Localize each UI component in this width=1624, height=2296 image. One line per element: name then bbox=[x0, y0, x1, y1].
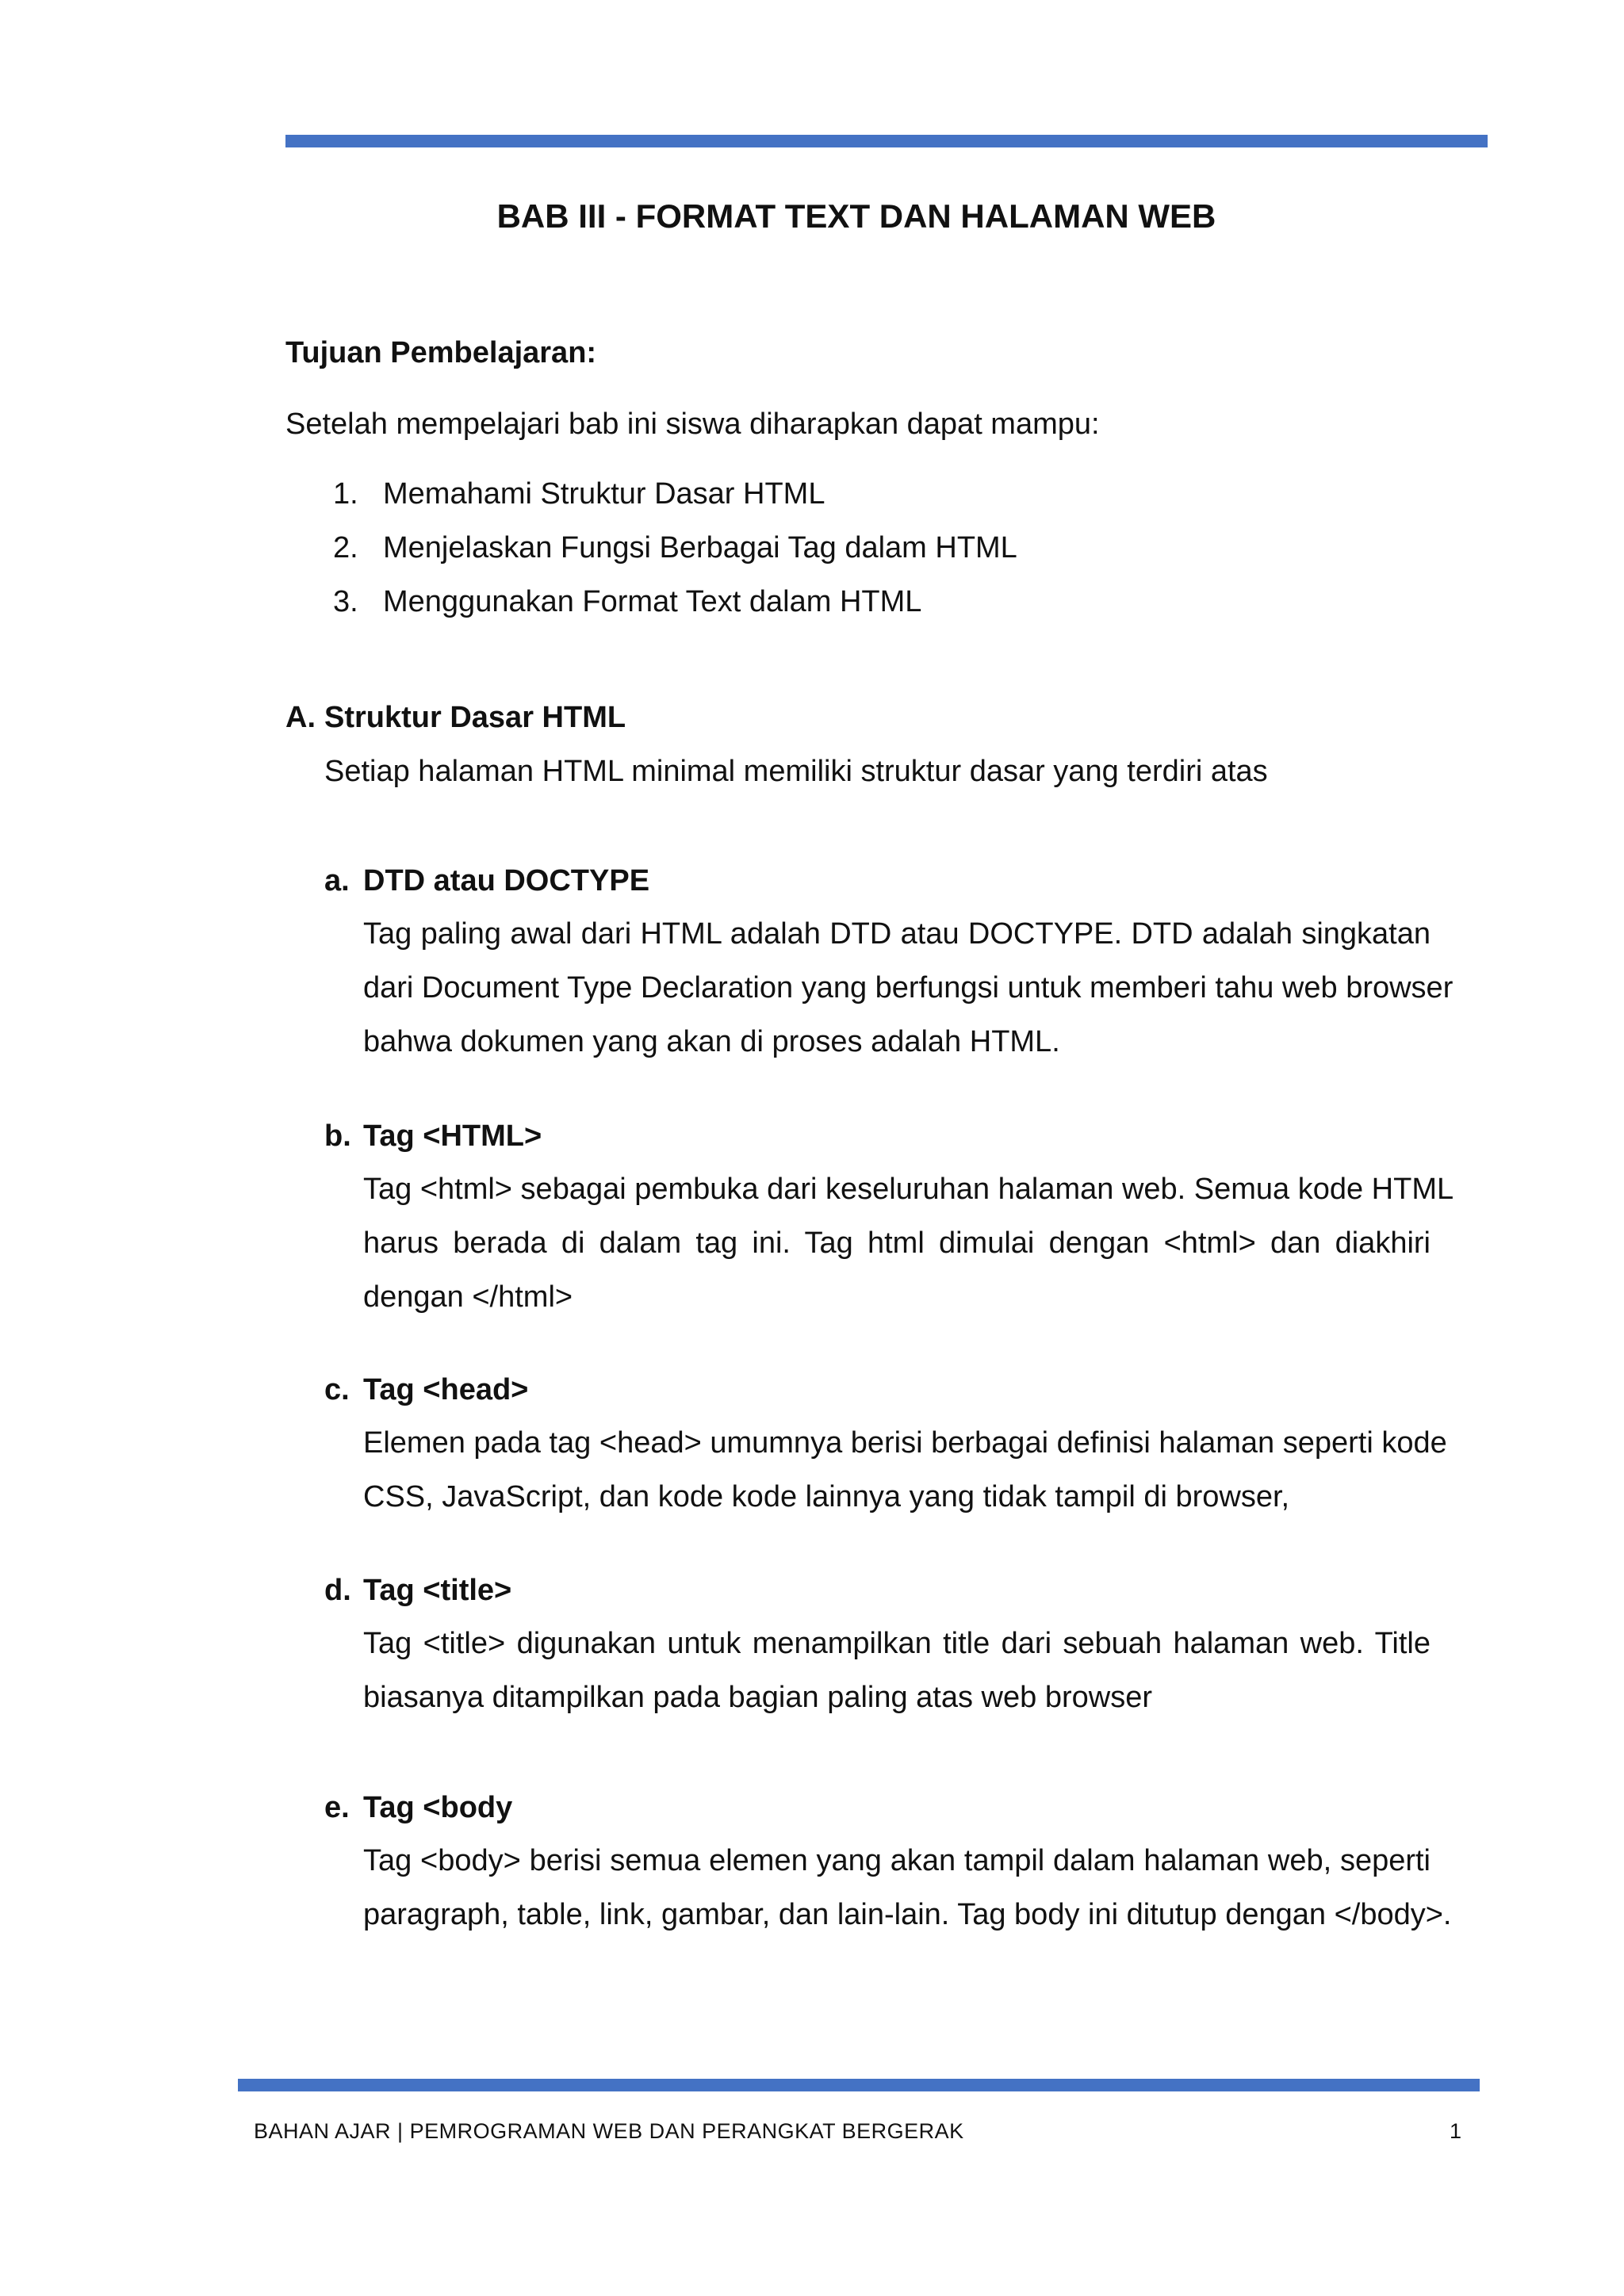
subsection-letter: d. bbox=[324, 1574, 351, 1607]
body-line: paragraph, table, link, gambar, dan lain-lain. Tag body ini ditutup dengan </body>. bbox=[363, 1898, 1452, 1931]
body-line: dari Document Type Declaration yang berfungsi untuk memberi tahu web browser bbox=[363, 971, 1454, 1004]
subsection-letter: e. bbox=[324, 1791, 350, 1824]
page-title: BAB III - FORMAT TEXT DAN HALAMAN WEB bbox=[496, 197, 1216, 235]
body-line: bahwa dokumen yang akan di proses adalah HTML. bbox=[363, 1025, 1060, 1058]
subsection-body bbox=[363, 1416, 1447, 1524]
objectives-intro: Setelah mempelajari bab ini siswa diharapkan dapat mampu: bbox=[285, 408, 1100, 441]
body-line: Tag <html> sebagai pembuka dari keseluruhan halaman web. Semua kode HTML bbox=[363, 1173, 1454, 1206]
page-number: 1 bbox=[1450, 2119, 1462, 2143]
subsection-heading: Tag <head> bbox=[363, 1373, 529, 1406]
subsection-body bbox=[363, 1162, 1454, 1324]
subsection-body bbox=[363, 907, 1454, 1069]
section-heading: Struktur Dasar HTML bbox=[324, 701, 626, 734]
subsection-body bbox=[363, 1834, 1452, 1942]
subsection-heading: Tag <body bbox=[363, 1791, 513, 1824]
subsection-letter: c. bbox=[324, 1373, 350, 1406]
objective-item: Menjelaskan Fungsi Berbagai Tag dalam HTML bbox=[383, 531, 1017, 564]
body-line: biasanya ditampilkan pada bagian paling atas web browser bbox=[363, 1681, 1152, 1714]
footer-text: BAHAN AJAR | PEMROGRAMAN WEB DAN PERANGKAT BERGERAK bbox=[254, 2119, 964, 2143]
subsection-letter: a. bbox=[324, 864, 350, 897]
section-letter: A. bbox=[285, 701, 316, 734]
subsection-heading: Tag <HTML> bbox=[363, 1119, 542, 1153]
subsection-body bbox=[363, 1617, 1431, 1724]
body-line: Tag <body> berisi semua elemen yang akan tampil dalam halaman web, seperti bbox=[363, 1844, 1431, 1877]
section-intro: Setiap halaman HTML minimal memiliki struktur dasar yang terdiri atas bbox=[324, 755, 1268, 788]
body-line: dengan </html> bbox=[363, 1280, 573, 1314]
header-rule bbox=[285, 135, 1488, 147]
objective-number: 2. bbox=[333, 531, 358, 564]
body-line: harus berada di dalam tag ini. Tag html dimulai dengan <html> dan diakhiri bbox=[363, 1226, 1431, 1260]
subsection-letter: b. bbox=[324, 1119, 351, 1153]
objectives-heading: Tujuan Pembelajaran: bbox=[285, 336, 597, 369]
body-line: Tag paling awal dari HTML adalah DTD atau DOCTYPE. DTD adalah singkatan bbox=[363, 917, 1431, 951]
objective-item: Memahami Struktur Dasar HTML bbox=[383, 477, 825, 511]
body-line: Tag <title> digunakan untuk menampilkan title dari sebuah halaman web. Title bbox=[363, 1627, 1431, 1660]
footer-rule bbox=[238, 2079, 1480, 2091]
objective-number: 3. bbox=[333, 585, 358, 618]
objective-item: Menggunakan Format Text dalam HTML bbox=[383, 585, 922, 618]
subsection-heading: Tag <title> bbox=[363, 1574, 512, 1607]
body-line: Elemen pada tag <head> umumnya berisi berbagai definisi halaman seperti kode bbox=[363, 1426, 1447, 1460]
body-line: CSS, JavaScript, dan kode kode lainnya yang tidak tampil di browser, bbox=[363, 1480, 1290, 1513]
subsection-heading: DTD atau DOCTYPE bbox=[363, 864, 650, 897]
objective-number: 1. bbox=[333, 477, 358, 511]
